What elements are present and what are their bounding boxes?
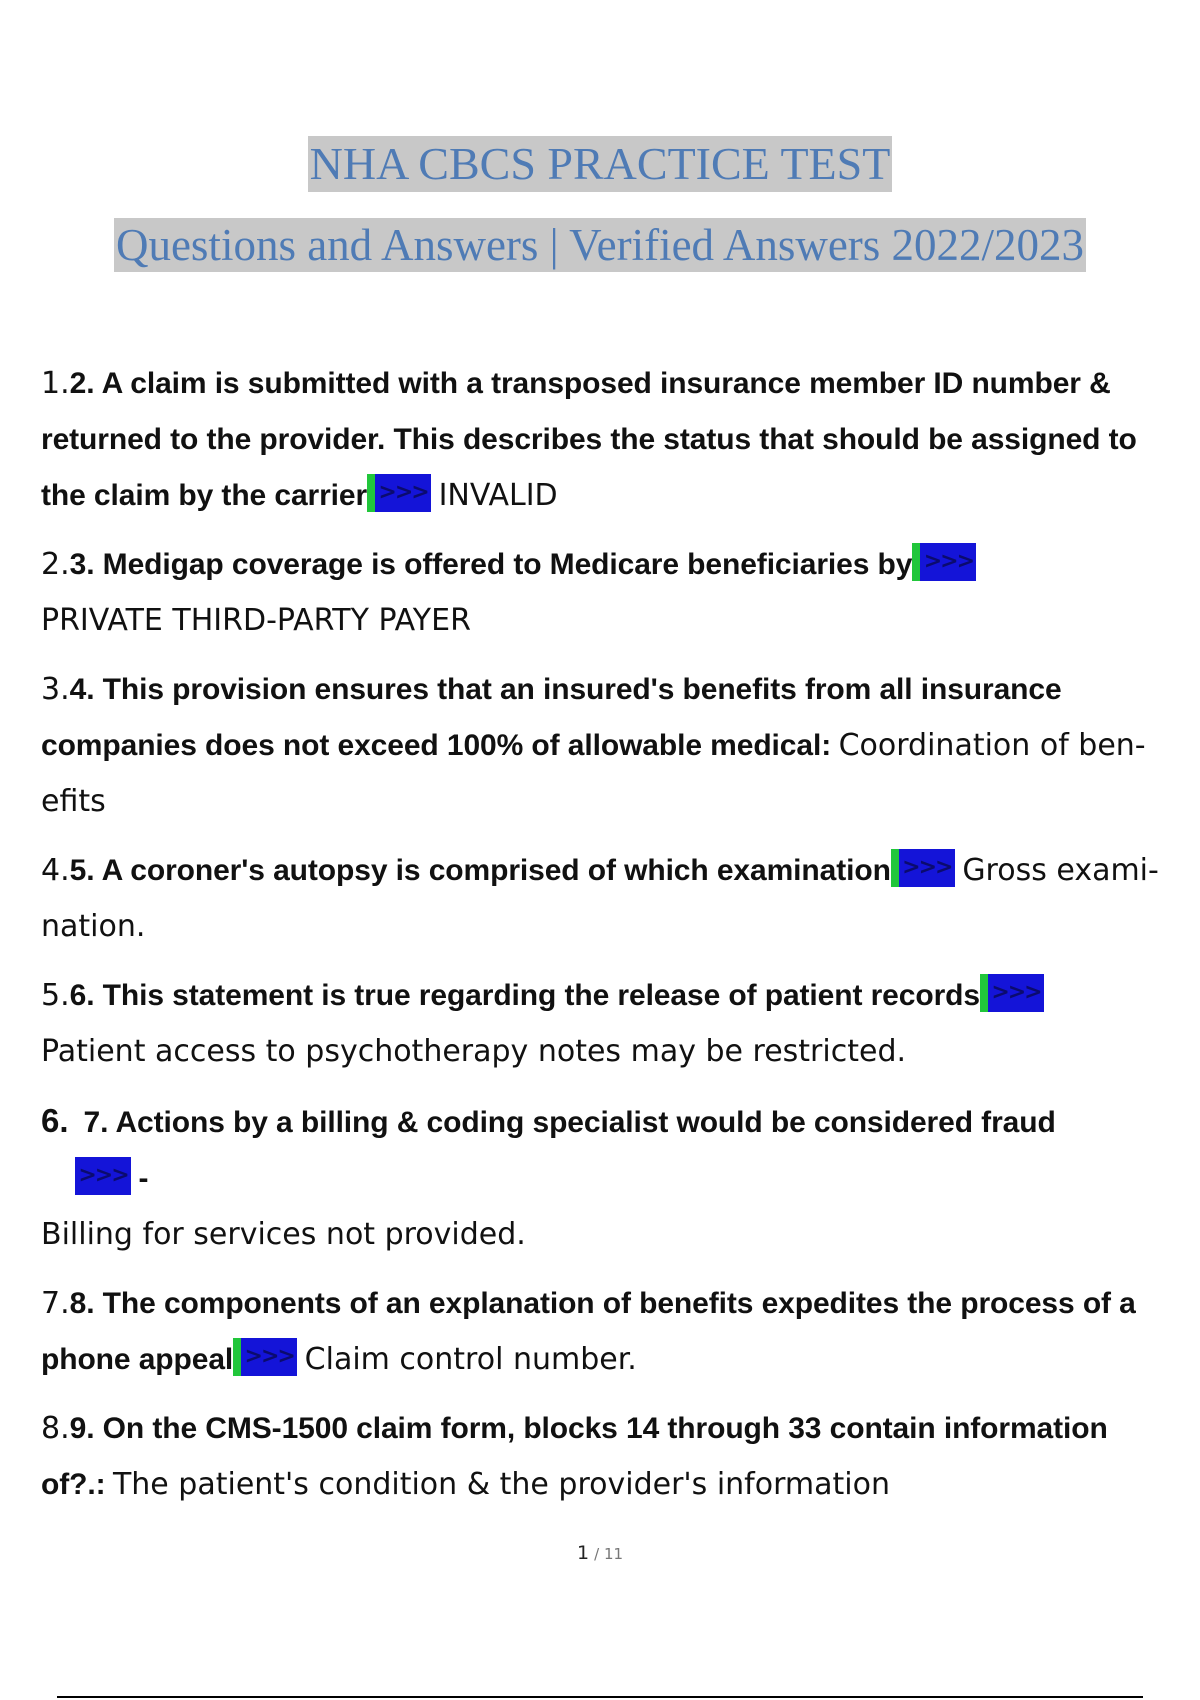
page-number xyxy=(0,1542,1200,1564)
question-text: 2. A claim is submitted with a transposed insurance member ID number & returned to the provider. This describes the status that should be assigned to the claim by the carrier xyxy=(41,367,1137,512)
list-number: 7. xyxy=(41,1286,70,1321)
answer-text: Patient access to psychotherapy notes may be restricted. xyxy=(41,1034,907,1069)
list-number: 6. xyxy=(41,1102,69,1139)
list-item xyxy=(41,968,1176,1080)
marker-green-bar xyxy=(980,974,988,1012)
question-text: 6. This statement is true regarding the release of patient records xyxy=(69,979,980,1012)
list-number: 5. xyxy=(41,978,70,1013)
marker-green-bar xyxy=(233,1338,241,1376)
question-text: 7. Actions by a billing & coding specialist would be considered fraud xyxy=(83,1106,1056,1139)
answer-text: Coordination of ben- efits xyxy=(41,728,1146,819)
list-item xyxy=(41,1093,1176,1263)
answer-text: Billing for services not provided. xyxy=(41,1217,526,1252)
question-text: 4. This provision ensures that an insured's benefits from all insurance companies does not exceed 100% of allowable medical: xyxy=(41,673,1062,762)
question-text: 3. Medigap coverage is offered to Medicare beneficiaries by xyxy=(69,548,913,581)
arrow-marker-icon: >>> xyxy=(375,474,431,512)
arrow-marker-icon: >>> xyxy=(241,1338,297,1376)
arrow-marker-icon: >>> xyxy=(75,1157,131,1195)
marker-green-bar xyxy=(891,849,899,887)
current-page: 1 xyxy=(576,1542,590,1564)
total-pages: / 11 xyxy=(594,1545,624,1563)
list-number: 2. xyxy=(41,547,70,582)
document-title: NHA CBCS PRACTICE TEST xyxy=(308,136,893,192)
answer-text: INVALID xyxy=(438,478,558,513)
question-text: 5. A coroner's autopsy is comprised of which examination xyxy=(69,854,891,887)
answer-marker xyxy=(980,974,1044,1012)
question-text: 9. On the CMS-1500 claim form, blocks 14 through 33 contain information of?.: xyxy=(41,1412,1108,1501)
list-item xyxy=(41,843,1176,955)
list-number: 1. xyxy=(41,366,70,401)
marker-green-bar xyxy=(367,474,375,512)
list-item xyxy=(41,537,1176,649)
answer-marker xyxy=(912,543,976,581)
list-item xyxy=(41,356,1176,524)
title-row xyxy=(0,136,1200,192)
answer-marker xyxy=(891,849,955,887)
subtitle-row xyxy=(0,218,1200,272)
answer-text: PRIVATE THIRD-PARTY PAYER xyxy=(41,603,471,638)
list-number: 3. xyxy=(41,672,70,707)
answer-text: Gross exami- nation. xyxy=(41,853,1159,944)
answer-separator: - xyxy=(138,1162,149,1195)
answer-marker xyxy=(233,1338,297,1376)
document-subtitle: Questions and Answers | Verified Answers 2022/2023 xyxy=(115,220,1085,270)
list-number: 8. xyxy=(41,1411,70,1446)
footer-divider xyxy=(57,1696,1143,1698)
answer-marker xyxy=(367,474,431,512)
list-item xyxy=(41,1401,1176,1513)
marker-green-bar xyxy=(912,543,920,581)
answer-text: The patient's condition & the provider's information xyxy=(112,1467,890,1502)
arrow-marker-icon: >>> xyxy=(920,543,976,581)
arrow-marker-icon: >>> xyxy=(899,849,955,887)
arrow-marker-icon: >>> xyxy=(988,974,1044,1012)
list-item xyxy=(41,1276,1176,1388)
answer-marker xyxy=(75,1157,131,1195)
list-number: 4. xyxy=(41,853,70,888)
answer-text: Claim control number. xyxy=(304,1342,637,1377)
list-item xyxy=(41,662,1176,830)
question-list xyxy=(41,356,1176,1526)
question-text: 8. The components of an explanation of benefits expedites the process of a phone appeal xyxy=(41,1287,1136,1376)
